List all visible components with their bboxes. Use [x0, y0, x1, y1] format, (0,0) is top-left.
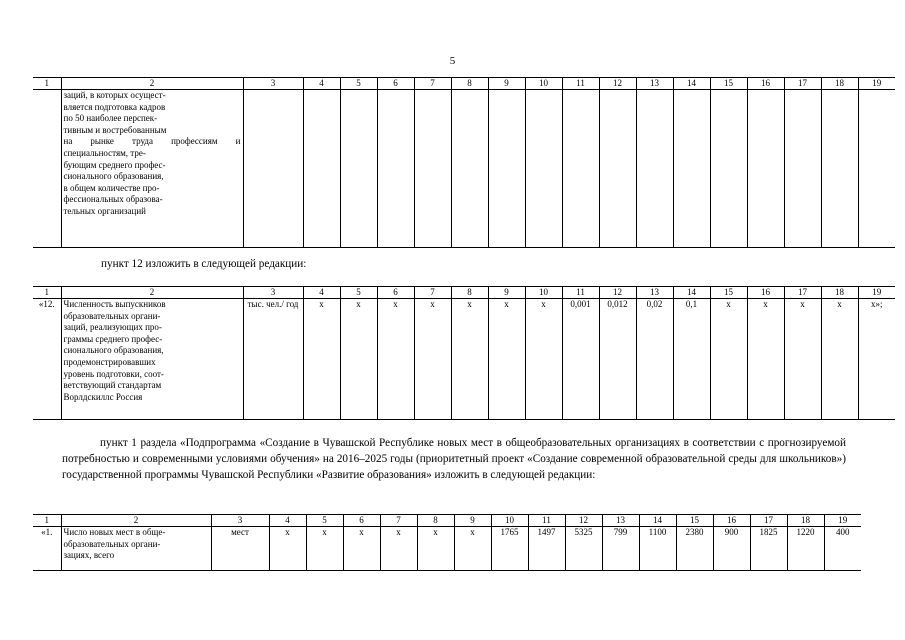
- column-header: 11: [562, 78, 599, 90]
- indicator-name-cell: Число новых мест в обще- образовательных органи- зациях, всего: [61, 527, 211, 571]
- table-cell: 5325: [565, 527, 602, 571]
- column-header: 5: [306, 515, 343, 527]
- table-cell: х: [414, 299, 451, 420]
- column-header: 14: [639, 515, 676, 527]
- table-row: [33, 90, 895, 248]
- column-header: 17: [784, 287, 821, 299]
- table-cell: [784, 90, 821, 248]
- column-header: 1: [33, 515, 61, 527]
- column-header: 19: [858, 78, 895, 90]
- table-2: [33, 286, 905, 420]
- column-header: 3: [211, 515, 269, 527]
- column-header: 16: [713, 515, 750, 527]
- column-header: 9: [488, 78, 525, 90]
- table-cell: х: [306, 527, 343, 571]
- column-header: 6: [377, 287, 414, 299]
- column-header: 9: [454, 515, 491, 527]
- column-header: 10: [525, 287, 562, 299]
- table-cell: [488, 90, 525, 248]
- table-cell: тыс. чел./ год: [243, 299, 303, 420]
- table-cell: х: [417, 527, 454, 571]
- table-header-row: [33, 287, 905, 299]
- column-header: 2: [61, 515, 211, 527]
- indicator-name-cell: Численность выпускников образовательных органи- заций, реализующих про- граммы среднего профес- сионального образования, продемонстрировавших уровень подготовки, соот- ветствующий стандартам Ворлдскиллс Россия: [61, 299, 243, 420]
- table-cell: мест: [211, 527, 269, 571]
- column-header: 16: [747, 287, 784, 299]
- column-header: 3: [243, 78, 303, 90]
- paragraph-1: пункт 12 изложить в следующей редакции:: [101, 258, 307, 270]
- table-cell: 0,1: [673, 299, 710, 420]
- column-header: 4: [269, 515, 306, 527]
- column-header: 8: [451, 287, 488, 299]
- table-cell: 400: [824, 527, 861, 571]
- table-cell: х: [710, 299, 747, 420]
- column-header: 6: [377, 78, 414, 90]
- table-cell: х: [488, 299, 525, 420]
- table-cell: 1497: [528, 527, 565, 571]
- table-cell: [414, 90, 451, 248]
- table-cell: 0,001: [562, 299, 599, 420]
- column-header: 5: [340, 78, 377, 90]
- table-cell: х: [377, 299, 414, 420]
- table-header-row: [33, 78, 895, 90]
- table-cell: 0,02: [636, 299, 673, 420]
- table-cell: х: [821, 299, 858, 420]
- table-cell: [340, 90, 377, 248]
- table-cell: 2380: [676, 527, 713, 571]
- column-header: 13: [636, 78, 673, 90]
- column-header: 15: [710, 78, 747, 90]
- column-header: 18: [787, 515, 824, 527]
- table-cell: х: [303, 299, 340, 420]
- table-cell: [451, 90, 488, 248]
- column-header: 13: [636, 287, 673, 299]
- column-header: 5: [340, 287, 377, 299]
- table-3: [33, 514, 861, 571]
- table-cell: х: [380, 527, 417, 571]
- column-header: 6: [343, 515, 380, 527]
- paragraph-2: пункт 1 раздела «Подпрограмма «Создание в Чувашской Республике новых мест в общеобразовательных организациях в соответствии с прогнозируемой потребностью и современными условиями обучения» на 2016–2025 годы (приоритетный проект «Создание современной образовательной среды для школьников») государственной программы Чувашской Республики «Развитие образования» изложить в следующей редакции:: [62, 437, 846, 481]
- table-cell: х: [269, 527, 306, 571]
- column-header: 12: [565, 515, 602, 527]
- table-cell: [33, 90, 61, 248]
- table-cell: [599, 90, 636, 248]
- column-header: 4: [303, 78, 340, 90]
- table-cell: [636, 90, 673, 248]
- table-cell: [710, 90, 747, 248]
- column-header: 2: [61, 78, 243, 90]
- column-header: 7: [414, 78, 451, 90]
- column-header: 19: [858, 287, 895, 299]
- column-header: 9: [488, 287, 525, 299]
- table-cell: [747, 90, 784, 248]
- column-header: 16: [747, 78, 784, 90]
- column-header: 10: [491, 515, 528, 527]
- column-header: 12: [599, 78, 636, 90]
- column-header: 17: [750, 515, 787, 527]
- table-cell: х: [525, 299, 562, 420]
- column-header: 7: [380, 515, 417, 527]
- column-header: 1: [33, 287, 61, 299]
- column-header: 19: [824, 515, 861, 527]
- table-row: [33, 527, 861, 571]
- column-header: 8: [417, 515, 454, 527]
- column-header: 17: [784, 78, 821, 90]
- table-cell: [377, 90, 414, 248]
- table-1: [33, 77, 895, 248]
- table-cell: х: [784, 299, 821, 420]
- table-cell: «1.: [33, 527, 61, 571]
- page-number: 5: [449, 55, 456, 67]
- table-cell: [243, 90, 303, 248]
- table-header-row: [33, 515, 861, 527]
- table-cell: 799: [602, 527, 639, 571]
- column-header: 18: [821, 78, 858, 90]
- table-cell: «12.: [33, 299, 61, 420]
- column-header: 14: [673, 287, 710, 299]
- column-header: 3: [243, 287, 303, 299]
- column-header: 15: [676, 515, 713, 527]
- table-cell: [858, 90, 895, 248]
- column-header: 11: [528, 515, 565, 527]
- table-cell: [525, 90, 562, 248]
- column-header: 14: [673, 78, 710, 90]
- table-cell: 1825: [750, 527, 787, 571]
- table-cell: х: [454, 527, 491, 571]
- table-cell: 1100: [639, 527, 676, 571]
- column-header: 18: [821, 287, 858, 299]
- table-row: [33, 299, 905, 420]
- column-header: 10: [525, 78, 562, 90]
- column-header: 12: [599, 287, 636, 299]
- table-cell: [821, 90, 858, 248]
- table-cell: 1765: [491, 527, 528, 571]
- table-cell: 1220: [787, 527, 824, 571]
- table-cell: х: [340, 299, 377, 420]
- table-cell: [673, 90, 710, 248]
- table-cell: [562, 90, 599, 248]
- table-cell: 900: [713, 527, 750, 571]
- table-cell: х: [451, 299, 488, 420]
- column-header: 2: [61, 287, 243, 299]
- table-cell: х: [343, 527, 380, 571]
- column-header: 15: [710, 287, 747, 299]
- indicator-name-cell: заций, в которых осущест- вляется подготовка кадров по 50 наиболее перспек- тивным и востребованным на рынке труда профессиям и специальностям, тре- бующим среднего профес- сионального образования, в общем количестве про- фессиональных образова- тельных организаций: [61, 90, 243, 248]
- table-cell: 0,012: [599, 299, 636, 420]
- column-header: 8: [451, 78, 488, 90]
- column-header: 4: [303, 287, 340, 299]
- column-header: 13: [602, 515, 639, 527]
- column-header: 11: [562, 287, 599, 299]
- table-cell: х»;: [858, 299, 895, 420]
- column-header: 7: [414, 287, 451, 299]
- table-cell: [303, 90, 340, 248]
- table-cell: х: [747, 299, 784, 420]
- column-header: 1: [33, 78, 61, 90]
